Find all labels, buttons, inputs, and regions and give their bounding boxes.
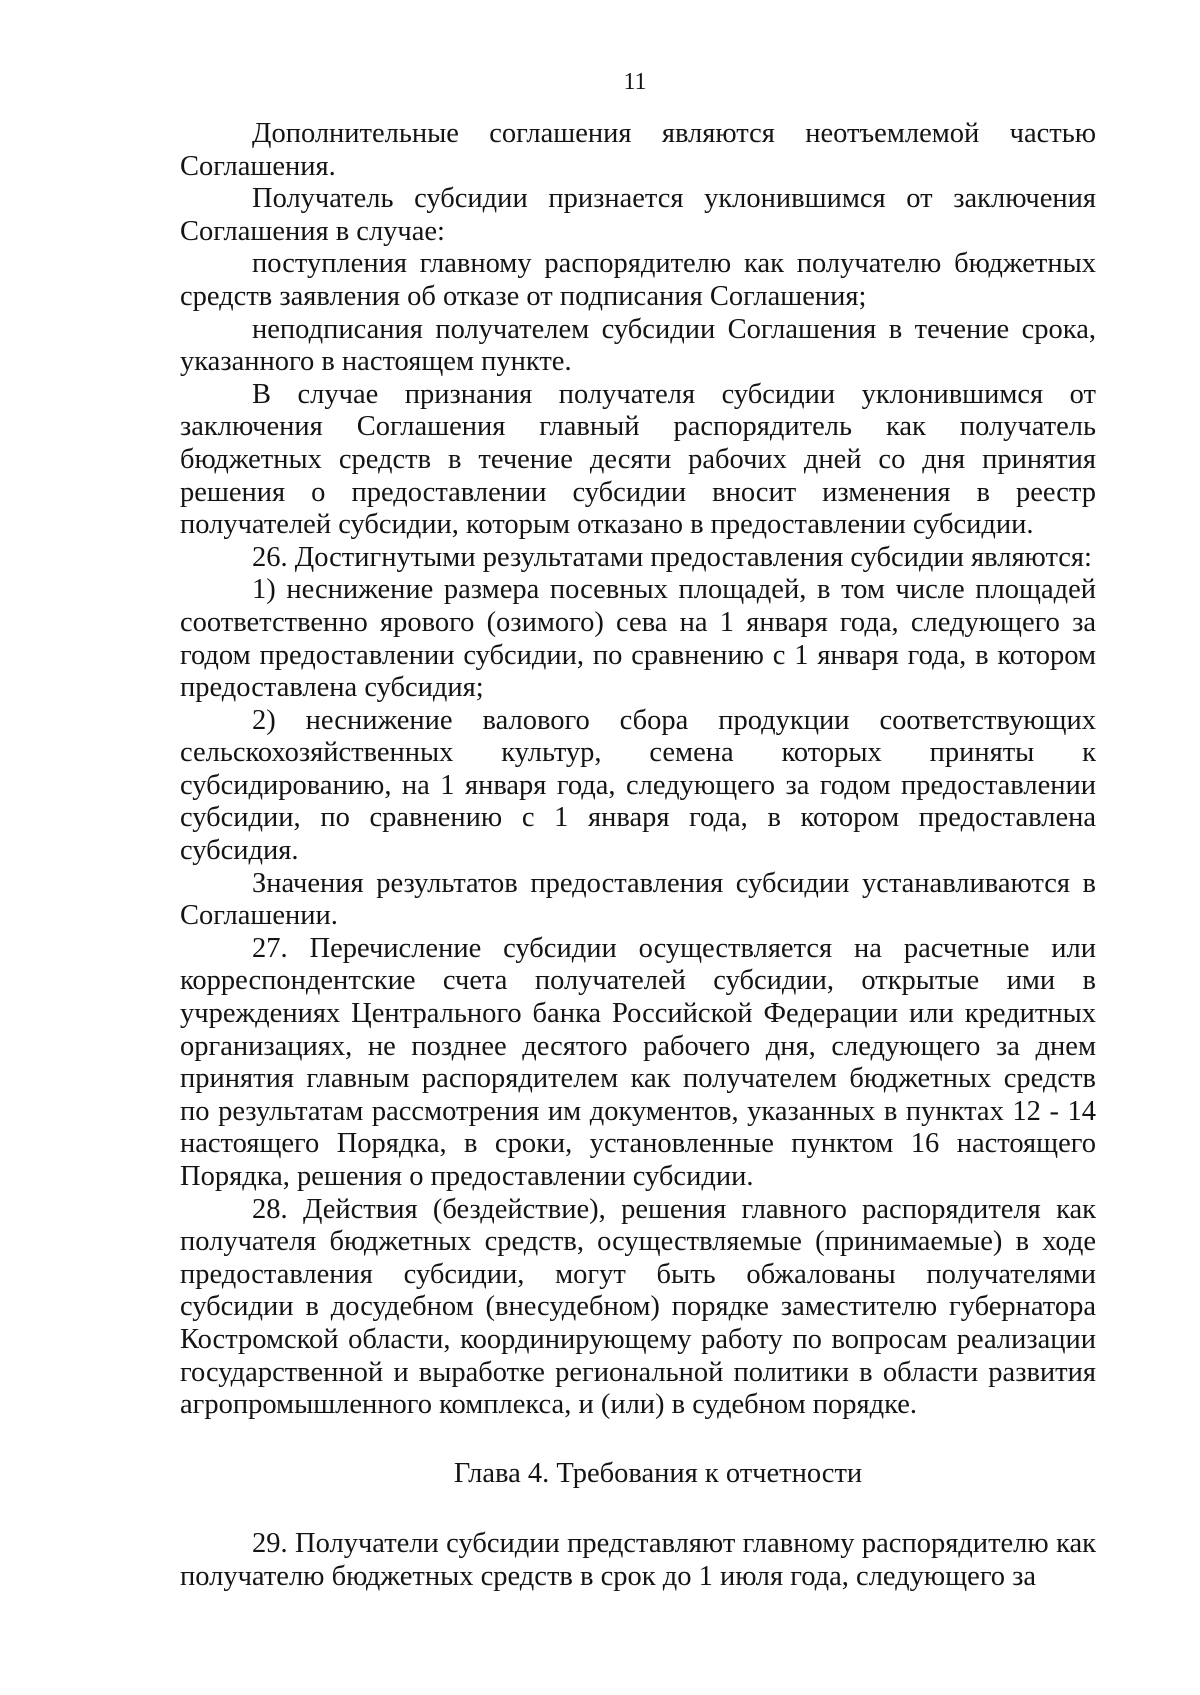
paragraph-additional-agreements: Дополнительные соглашения являются неотъемлемой частью Соглашения. [180, 118, 1096, 182]
paragraph-evasion-conditions: Получатель субсидии признается уклонившимся от заключения Соглашения в случае: [180, 183, 1096, 247]
paragraph-non-signing: неподписания получателем субсидии Соглашения в течение срока, указанного в настоящем пункте. [180, 313, 1096, 378]
paragraph-item-28: 28. Действия (бездействие), решения главного распорядителя как получателя бюджетных средств, осуществляемые (принимаемые) в ходе предоставления субсидии, могут быть обжалованы получателями субсидии в досудебном (внесудебном) порядке заместителю губернатора Костромской области, координирующему работу по вопросам реализации государственной и выработке региональной политики в области развития агропромышленного комплекса, и (или) в судебном порядке. [180, 1193, 1096, 1421]
paragraph-refusal-statement: поступления главному распорядителю как получателю бюджетных средств заявления об отказе от подписания Соглашения; [180, 248, 1096, 312]
paragraph-result-values: Значения результатов предоставления субсидии устанавливаются в Соглашении. [180, 867, 1096, 932]
paragraph-item-27: 27. Перечисление субсидии осуществляется на расчетные или корреспондентские счета получателей субсидии, открытые ими в учреждениях Центрального банка Российской Федерации или кредитных организациях, не позднее десятого рабочего дня, следующего за днем принятия главным распорядителем как получателем бюджетных средств по результатам рассмотрения им документов, указанных в пунктах 12 - 14 настоящего Порядка, в сроки, установленные пунктом 16 настоящего Порядка, решения о предоставлении субсидии. [180, 932, 1096, 1192]
page-number: 11 [623, 69, 647, 95]
paragraph-registry-changes: В случае признания получателя субсидии уклонившимся от заключения Соглашения главный распорядитель как получатель бюджетных средств в течение десяти рабочих дней со дня принятия решения о предоставлении субсидии вносит изменения в реестр получателей субсидии, которым отказано в предоставлении субсидии. [180, 378, 1096, 541]
chapter-heading: Глава 4. Требования к отчетности [453, 1457, 863, 1489]
paragraph-item-29: 29. Получатели субсидии представляют главному распорядителю как получателю бюджетных средств в срок до 1 июля года, следующего за [180, 1528, 1096, 1592]
document-body [180, 118, 1096, 1594]
paragraph-item-26-2: 2) неснижение валового сбора продукции соответствующих сельскохозяйственных культур, семена которых приняты к субсидированию, на 1 января года, следующего за годом предоставлении субсидии, по сравнению с 1 января года, в котором предоставлена субсидия. [180, 704, 1096, 867]
paragraph-item-26-1: 1) неснижение размера посевных площадей, в том числе площадей соответственно ярового (озимого) сева на 1 января года, следующего за годом предоставлении субсидии, по сравнению с 1 января года, в котором предоставлена субсидия; [180, 574, 1096, 704]
paragraph-item-26: 26. Достигнутыми результатами предоставления субсидии являются: [252, 541, 1092, 573]
